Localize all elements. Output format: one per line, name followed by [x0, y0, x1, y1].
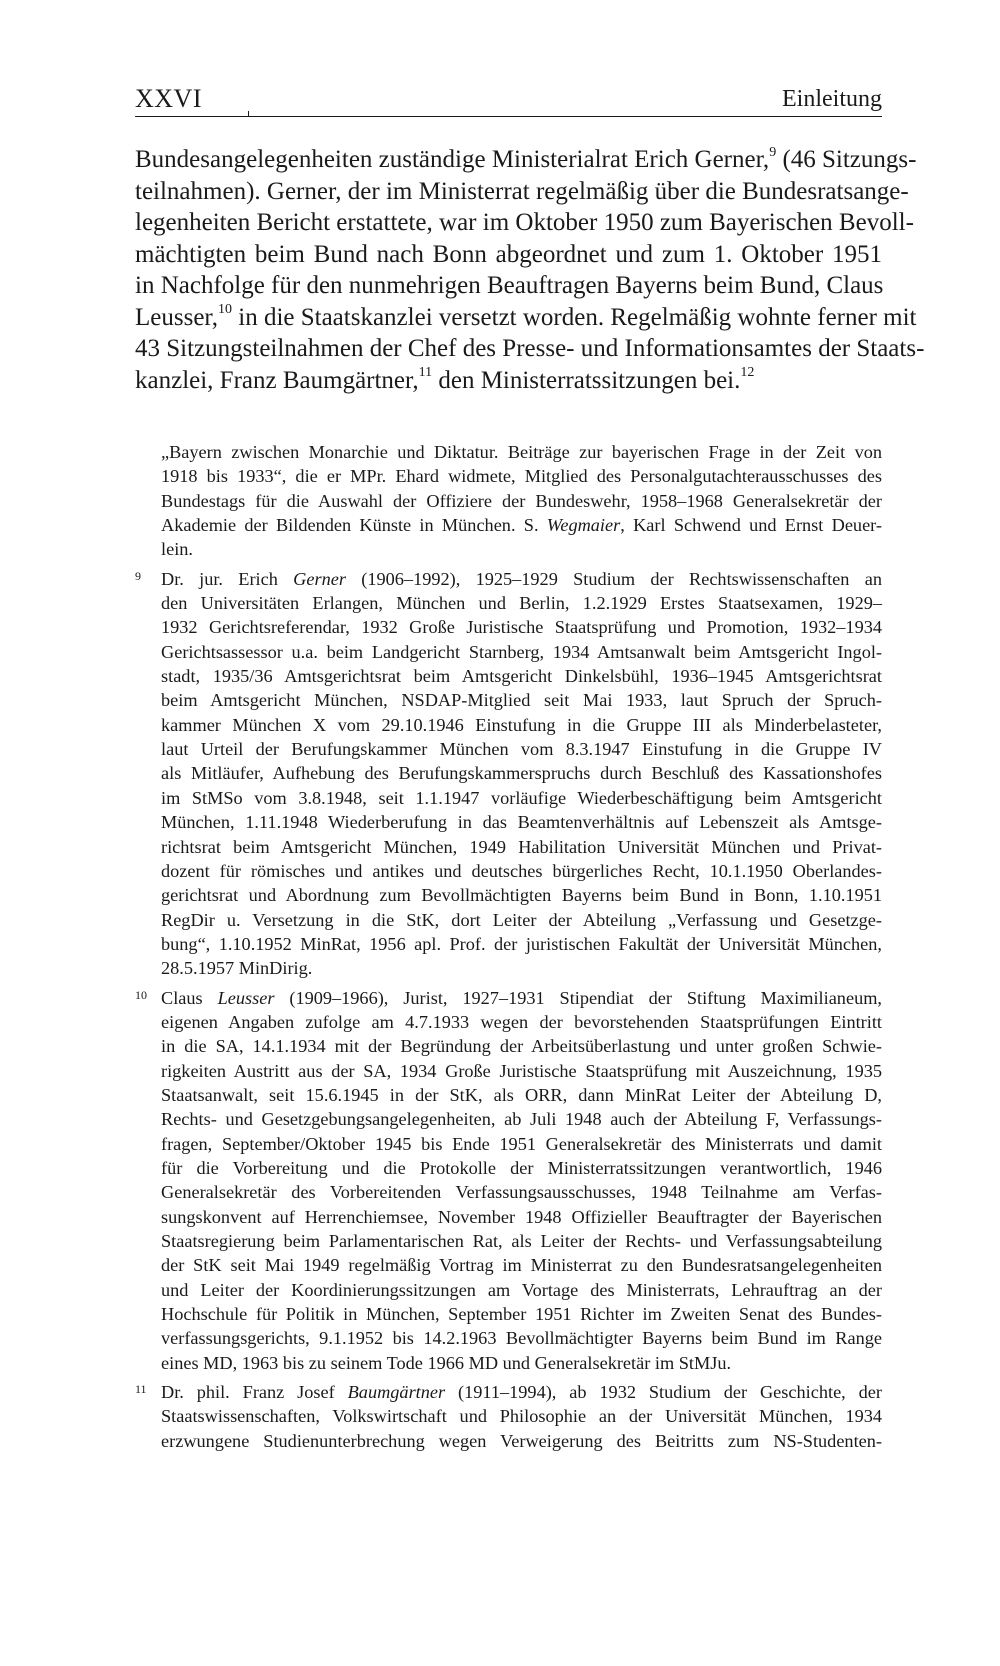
- footnote-ref-9[interactable]: 9: [769, 144, 777, 160]
- footnote-line: kammer München X vom 29.10.1946 Einstufung in die Gruppe III als Minderbelasteter,: [161, 714, 882, 735]
- footnote-number: 11: [135, 1382, 147, 1397]
- footnote-line: den Universitäten Erlangen, München und Berlin, 1.2.1929 Erstes Staatsexamen, 1929–: [161, 593, 882, 614]
- footnote-line: der StK seit Mai 1949 regelmäßig Vortrag im Ministerrat zu den Bundesratsangelegenheiten: [161, 1255, 882, 1276]
- footnote-line: richtsrat beim Amtsgericht München, 1949 Habilitation Universität München und Privat-: [161, 836, 882, 857]
- footnote-line: Staatswissenschaften, Volkswirtschaft und Philosophie an der Universität München, 1934: [161, 1406, 882, 1427]
- footnote-line: Generalsekretär des Vorbereitenden Verfassungsausschusses, 1948 Teilnahme am Verfas-: [161, 1182, 882, 1203]
- footnote-line: 1932 Gerichtsreferendar, 1932 Große Juristische Staatsprüfung und Promotion, 1932–1934: [161, 617, 882, 638]
- footnote-line: stadt, 1935/36 Amtsgerichtsrat beim Amtsgericht Dinkelsbühl, 1936–1945 Amtsgerichtsrat: [161, 666, 882, 687]
- footnote-number: 9: [135, 568, 141, 583]
- header-rule-notch: [248, 111, 249, 117]
- footnote-line: Bundestags für die Auswahl der Offiziere der Bundeswehr, 1958–1968 Generalsekretär der: [161, 490, 882, 511]
- text-line: 43 Sitzungsteilnahmen der Chef des Presse- und Informationsamtes der Staats-: [135, 335, 925, 362]
- footnote-line: gerichtsrat und Abordnung zum Bevollmächtigten Bayerns beim Bund in Bonn, 1.10.1951: [161, 885, 882, 906]
- footnote-line: laut Urteil der Berufungskammer München vom 8.3.1947 Einstufung in die Gruppe IV: [161, 739, 882, 760]
- footnote-line: Akademie der Bildenden Künste in München. S. Wegmaier, Karl Schwend und Ernst Deuer-: [161, 515, 882, 536]
- person-name: Baumgärtner: [347, 1382, 446, 1403]
- footnote-line: Dr. phil. Franz Josef Baumgärtner (1911–1994), ab 1932 Studium der Geschichte, der: [161, 1382, 882, 1403]
- footnote-line: rigkeiten Austritt aus der SA, 1934 Große Juristische Staatsprüfung mit Auszeichnung, 1935: [161, 1060, 882, 1081]
- footnote-line: verfassungsgerichts, 9.1.1952 bis 14.2.1963 Bevollmächtigter Bayerns beim Bund im Range: [161, 1328, 882, 1349]
- footnote-10: [135, 986, 882, 1376]
- footnote-line: dozent für römisches und antikes und deutsches bürgerliches Recht, 10.1.1950 Oberlandes-: [161, 860, 882, 881]
- footnote-line: eigenen Angaben zufolge am 4.7.1933 wegen der bevorstehenden Staatsprüfungen Eintritt: [161, 1011, 882, 1032]
- footnote-number: 10: [135, 987, 147, 1002]
- text-line: Leusser,$^{10}$ in die Staatskanzlei versetzt worden. Regelmäßig wohnte ferner mit: [135, 302, 917, 331]
- body-paragraph: [135, 144, 925, 396]
- text-line: in Nachfolge für den nunmehrigen Beauftragen Bayerns beim Bund, Claus: [135, 272, 884, 299]
- footnote-line: Dr. jur. Erich Gerner (1906–1992), 1925–1929 Studium der Rechtswissenschaften an: [161, 568, 882, 589]
- footnote-line: 1918 bis 1933“, die er MPr. Ehard widmete, Mitglied des Personalgutachterausschusses des: [161, 466, 882, 487]
- footnote-line: und Leiter der Koordinierungssitzungen am Vortage des Ministerrats, Lehrauftrag an der: [161, 1279, 882, 1300]
- footnote-line: eines MD, 1963 bis zu seinem Tode 1966 MD und Generalsekretär im StMJu.: [161, 1352, 732, 1373]
- footnote-line: Claus Leusser (1909–1966), Jurist, 1927–1931 Stipendiat der Stiftung Maximilianeum,: [161, 987, 882, 1008]
- footnote-line: Gerichtsassessor u.a. beim Landgericht Starnberg, 1934 Amtsanwalt beim Amtsgericht Ingol-: [161, 641, 882, 662]
- footnote-ref-10[interactable]: 10: [218, 302, 232, 318]
- footnote-line: Staatsregierung beim Parlamentarischen Rat, als Leiter der Rechts- und Verfassungsabteilung: [161, 1231, 882, 1251]
- footnote-11: [135, 1380, 882, 1453]
- text-line: teilnahmen). Gerner, der im Ministerrat regelmäßig über die Bundesratsange-: [135, 177, 909, 205]
- footnote-line: Rechts- und Gesetzgebungsangelegenheiten, ab Juli 1948 auch der Abteilung F, Verfassungs-: [161, 1109, 882, 1130]
- footnote-line: sungskonvent auf Herrenchiemsee, November 1948 Offizieller Beauftragter der Bayerischen: [161, 1206, 882, 1227]
- person-name: Leusser: [217, 987, 275, 1008]
- footnote-ref-12[interactable]: 12: [740, 365, 755, 381]
- footnote-line: erzwungene Studienunterbrechung wegen Verweigerung des Beitritts zum NS-Studenten-: [161, 1430, 882, 1451]
- footnote-line: München, 1.11.1948 Wiederberufung in das Beamtenverhältnis auf Lebenszeit als Amtsge-: [161, 812, 882, 833]
- footnote-line: 28.5.1957 MinDirig.: [161, 958, 313, 979]
- footnote-line: „Bayern zwischen Monarchie und Diktatur. Beiträge zur bayerischen Frage in der Zeit von: [161, 442, 882, 462]
- text-line: legenheiten Bericht erstattete, war im Oktober 1950 zum Bayerischen Bevoll-: [135, 209, 914, 236]
- text-line: Bundesangelegenheiten zuständige Ministerialrat Erich Gerner,$^9$ (46 Sitzungs-: [135, 144, 917, 173]
- text-line: mächtigten beim Bund nach Bonn abgeordnet und zum 1. Oktober 1951: [135, 240, 882, 268]
- running-header: [135, 84, 882, 120]
- footnote-line: für die Vorbereitung und die Protokolle der Ministerratssitzungen verantwortlich, 1946: [161, 1157, 882, 1178]
- author-name: Wegmaier: [546, 515, 621, 536]
- footnote-line: beim Amtsgericht München, NSDAP-Mitglied seit Mai 1933, laut Spruch der Spruch-: [161, 690, 882, 711]
- footnote-continued: [135, 440, 882, 562]
- footnote-line: fragen, September/Oktober 1945 bis Ende 1951 Generalsekretär des Ministerrats und damit: [161, 1133, 882, 1154]
- footnote-line: als Mitläufer, Aufhebung des Berufungskammerspruchs durch Beschluß des Kassationshofes: [161, 763, 882, 784]
- footnote-line: in die SA, 14.1.1934 mit der Begründung der Arbeitsüberlastung und unter großen Schwie-: [161, 1036, 882, 1057]
- footnote-line: im StMSo vom 3.8.1948, seit 1.1.1947 vorläufige Wiederbeschäftigung beim Amtsgericht: [161, 787, 882, 808]
- running-title: Einleitung: [782, 86, 882, 112]
- footnote-line: bung“, 1.10.1952 MinRat, 1956 apl. Prof. der juristischen Fakultät der Universität München,: [161, 933, 882, 954]
- text-line: kanzlei, Franz Baumgärtner,$^{11}$ den Ministerratssitzungen bei.$^{12}$: [135, 365, 755, 394]
- footnote-line: Staatsanwalt, seit 15.6.1945 in der StK, als ORR, dann MinRat Leiter der Abteilung D,: [161, 1084, 882, 1105]
- person-name: Gerner: [293, 568, 346, 589]
- footnote-9: [135, 567, 882, 981]
- footnote-line: Hochschule für Politik in München, September 1951 Richter im Zweiten Senat des Bundes-: [161, 1304, 882, 1325]
- page-number: XXVI: [135, 84, 202, 113]
- footnotes: [135, 440, 882, 1453]
- footnote-line: lein.: [161, 539, 193, 560]
- footnote-line: RegDir u. Versetzung in die StK, dort Leiter der Abteilung „Verfassung und Gesetzge-: [161, 909, 882, 930]
- footnote-ref-11[interactable]: 11: [418, 365, 433, 381]
